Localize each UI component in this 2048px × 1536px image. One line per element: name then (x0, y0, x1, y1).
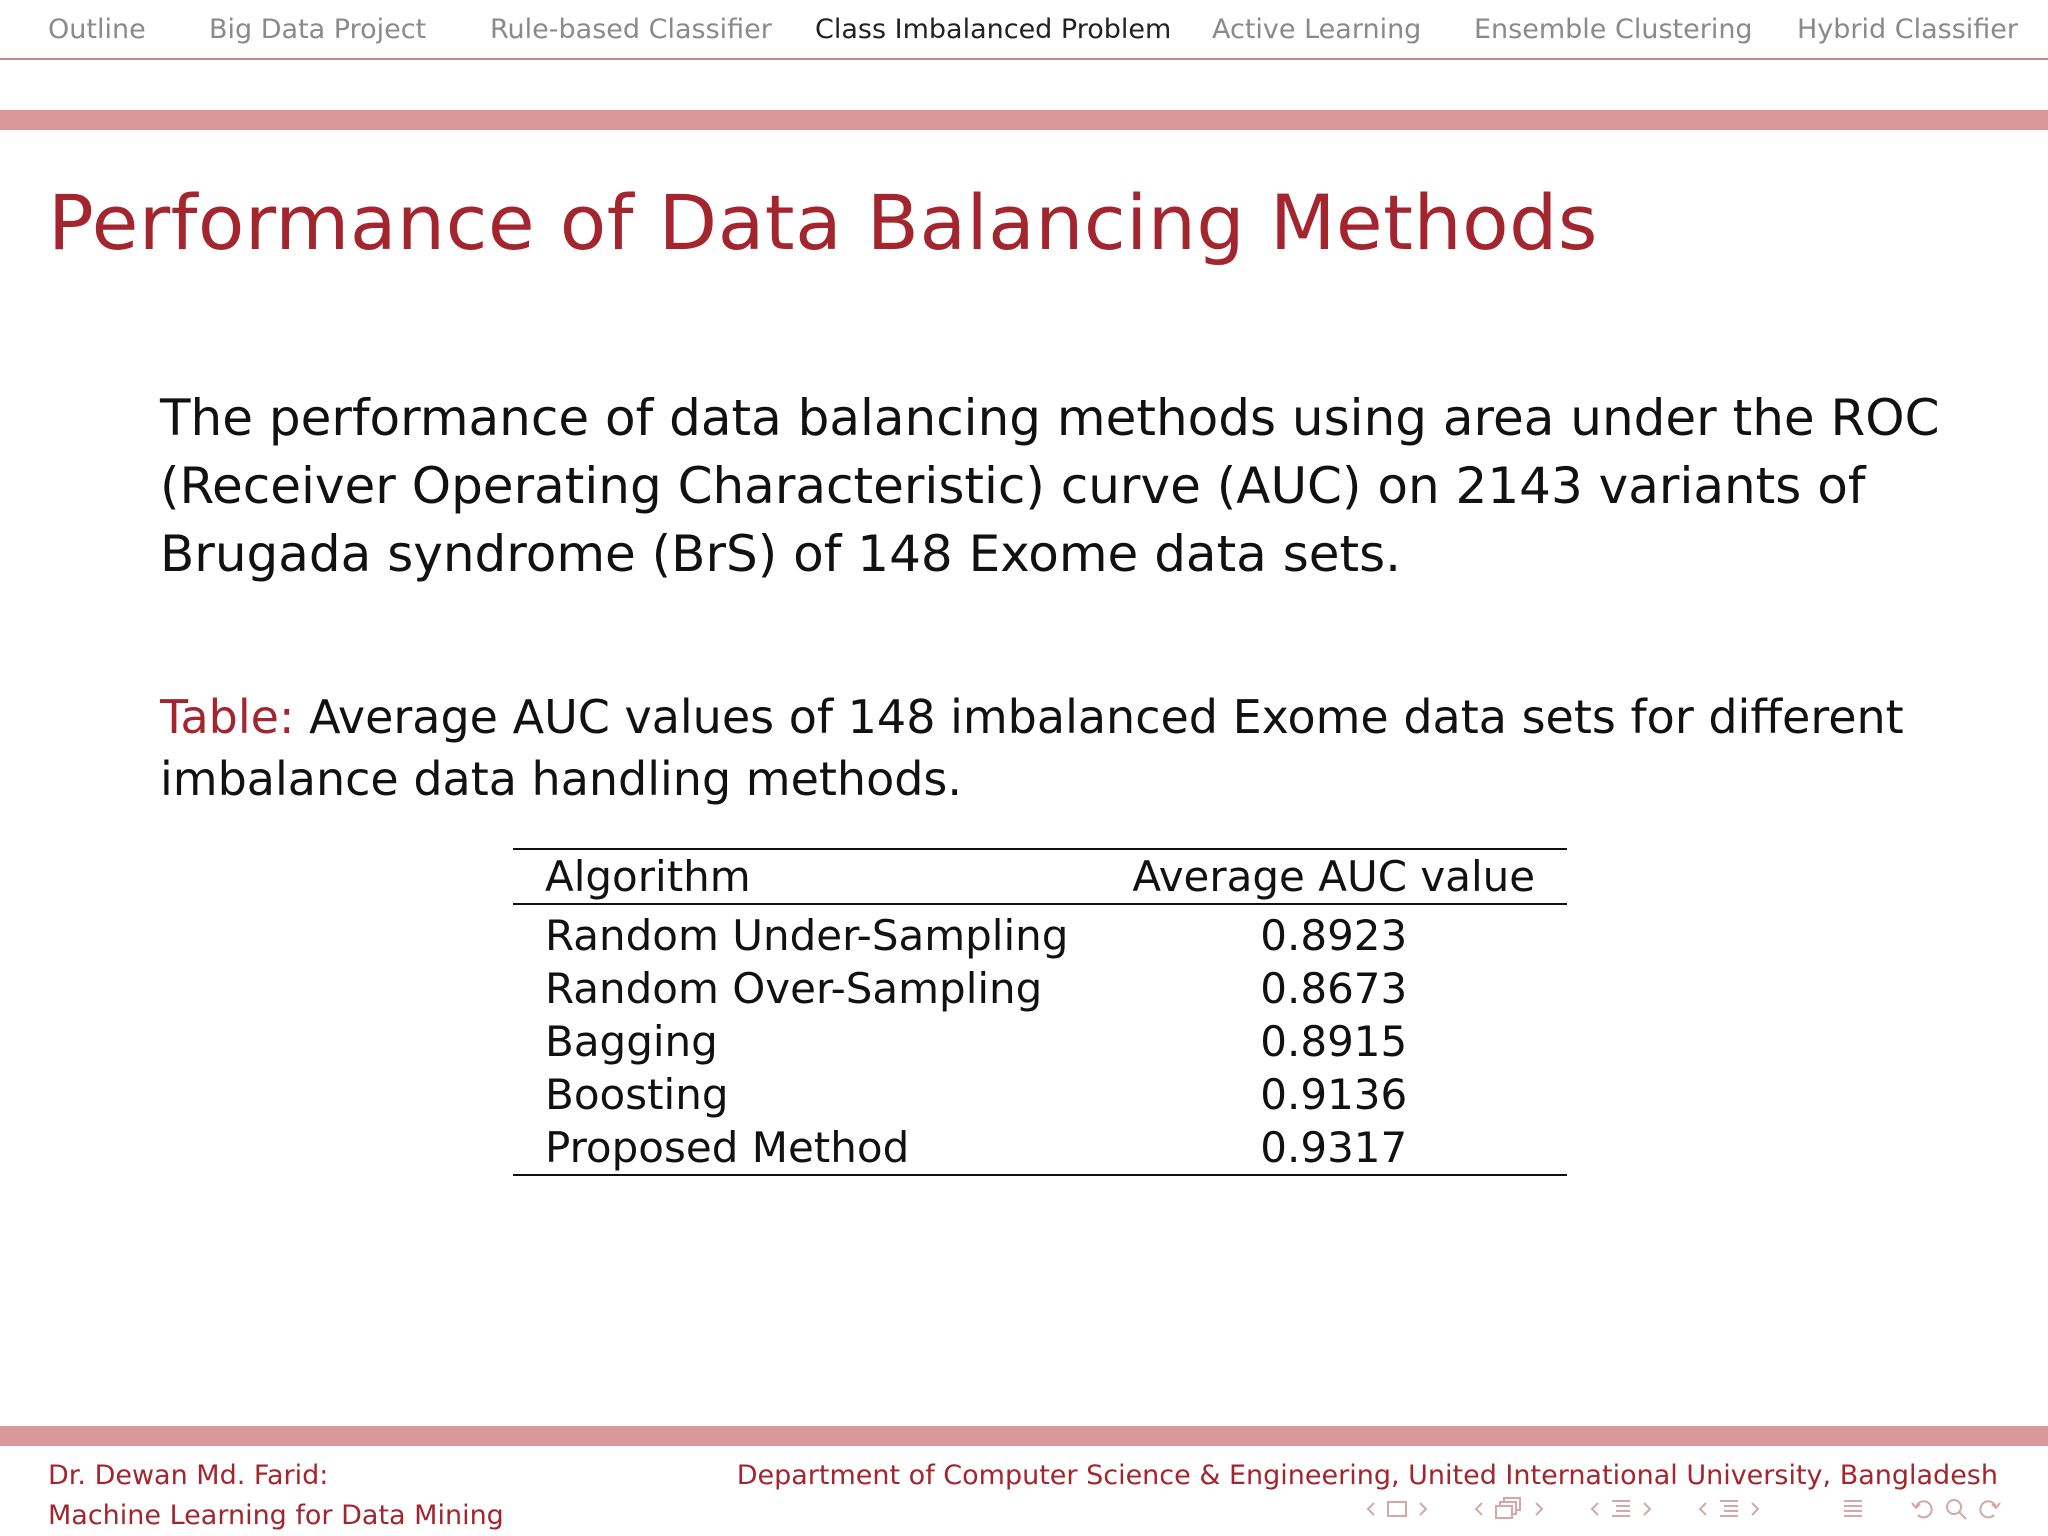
table-row (513, 962, 1567, 1015)
nav-class-imbalanced-problem[interactable]: Class Imbalanced Problem (815, 14, 1172, 45)
auc-cell: 0.8673 (1260, 964, 1408, 1013)
footer-author: Dr. Dewan Md. Farid: (48, 1460, 329, 1491)
footer-band (0, 1426, 2048, 1446)
nav-rule-based-classifier[interactable]: Rule-based Classifier (490, 14, 772, 45)
nav-hybrid-classifier[interactable]: Hybrid Classifier (1797, 14, 2018, 45)
frame-next-icon[interactable] (1534, 1501, 1544, 1517)
auc-cell: 0.9136 (1260, 1070, 1408, 1119)
section-prev-icon[interactable] (1698, 1501, 1708, 1517)
table-row (513, 904, 1567, 962)
frame-icon[interactable] (1494, 1496, 1524, 1522)
beamer-navigation-symbols (1366, 1494, 2002, 1524)
footer-course: Machine Learning for Data Mining (48, 1500, 504, 1531)
caption-line: imbalance data handling methods. (160, 752, 963, 806)
table-caption (160, 686, 1920, 810)
slide-title: Performance of Data Balancing Methods (48, 178, 1598, 267)
section-next-icon[interactable] (1750, 1501, 1760, 1517)
caption-text: Average AUC values of 148 imbalanced Exome data sets for different (309, 690, 1904, 744)
nav-active-learning[interactable]: Active Learning (1212, 14, 1422, 45)
algorithm-cell: Random Under-Sampling (545, 911, 1069, 960)
outline-icon[interactable] (1842, 1498, 1864, 1520)
subsection-next-icon[interactable] (1642, 1501, 1652, 1517)
caption-label: Table: (160, 690, 295, 744)
auc-cell: 0.8923 (1260, 911, 1408, 960)
slide-next-icon[interactable] (1418, 1501, 1428, 1517)
auc-cell: 0.8915 (1260, 1017, 1408, 1066)
forward-icon[interactable] (1978, 1497, 2002, 1521)
table-header-row (513, 849, 1567, 904)
frame-prev-icon[interactable] (1474, 1501, 1484, 1517)
auc-table (513, 848, 1567, 1176)
slide-icon[interactable] (1386, 1500, 1408, 1518)
section-icon[interactable] (1718, 1498, 1740, 1520)
auc-cell: 0.9317 (1260, 1123, 1408, 1172)
header-average-auc: Average AUC value (1132, 852, 1536, 901)
subsection-prev-icon[interactable] (1590, 1501, 1600, 1517)
nav-outline[interactable]: Outline (48, 14, 146, 45)
nav-big-data-project[interactable]: Big Data Project (209, 14, 427, 45)
table-row (513, 1121, 1567, 1175)
section-navigation (0, 0, 2048, 60)
header-band (0, 110, 2048, 130)
caption-line (160, 686, 1920, 748)
header-algorithm: Algorithm (545, 852, 751, 901)
algorithm-cell: Random Over-Sampling (545, 964, 1043, 1013)
footer-institution: Department of Computer Science & Engineering, United International University, Bangladesh (736, 1460, 1998, 1491)
algorithm-cell: Proposed Method (545, 1123, 910, 1172)
footer-author-block (48, 1456, 504, 1536)
search-icon[interactable] (1944, 1497, 1968, 1521)
intro-line: (Receiver Operating Characteristic) curve (AUC) on 2143 variants of (160, 457, 1866, 515)
table-row (513, 1068, 1567, 1121)
intro-line: Brugada syndrome (BrS) of 148 Exome data sets. (160, 525, 1402, 583)
algorithm-cell: Bagging (545, 1017, 718, 1066)
nav-ensemble-clustering[interactable]: Ensemble Clustering (1474, 14, 1753, 45)
slide-prev-icon[interactable] (1366, 1501, 1376, 1517)
intro-paragraph (160, 384, 1940, 588)
subsection-icon[interactable] (1610, 1498, 1632, 1520)
table-row (513, 1015, 1567, 1068)
algorithm-cell: Boosting (545, 1070, 729, 1119)
intro-line: The performance of data balancing methods using area under the ROC (160, 389, 1940, 447)
back-icon[interactable] (1910, 1497, 1934, 1521)
